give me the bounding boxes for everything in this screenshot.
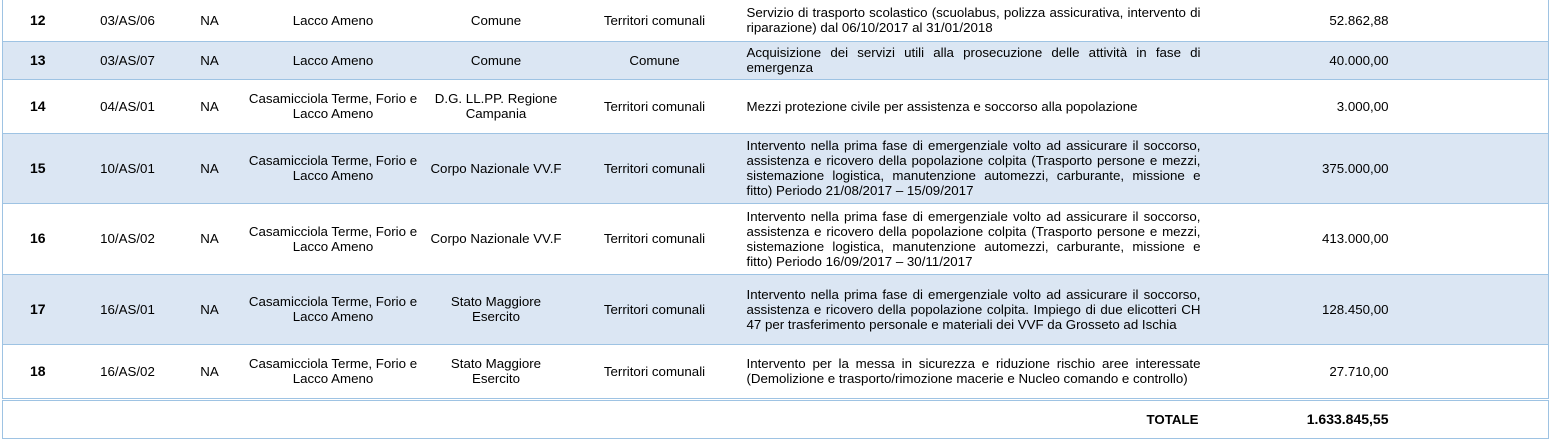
total-value: 1.633.845,55 (1209, 399, 1399, 438)
row-blank-cell (1399, 274, 1549, 344)
row-blank-cell (1399, 79, 1549, 133)
row-entity: Comune (430, 0, 563, 41)
table-row (3, 0, 1549, 41)
row-scope: Comune (563, 41, 747, 79)
row-province: NA (183, 79, 237, 133)
row-blank-cell (1399, 133, 1549, 203)
row-amount: 27.710,00 (1209, 344, 1399, 399)
row-amount: 40.000,00 (1209, 41, 1399, 79)
row-municipalities: Casamicciola Terme, Forio e Lacco Ameno (237, 79, 430, 133)
row-scope: Territori comunali (563, 133, 747, 203)
expenditure-table (2, 0, 1549, 439)
table-row (3, 344, 1549, 399)
row-scope: Territori comunali (563, 344, 747, 399)
row-province: NA (183, 274, 237, 344)
row-entity: Stato Maggiore Esercito (430, 274, 563, 344)
row-province: NA (183, 41, 237, 79)
row-municipalities: Casamicciola Terme, Forio e Lacco Ameno (237, 203, 430, 274)
row-amount: 52.862,88 (1209, 0, 1399, 41)
row-description: Intervento nella prima fase di emergenziale volto ad assicurare il soccorso, assistenza e ricovero della popolazione colpita (Trasporto persone e mezzi, sistemazione logistica, manutenzione automezzi, carburante, missione e fitto) Periodo 21/08/2017 – 15/09/2017 (747, 133, 1209, 203)
row-code: 10/AS/02 (73, 203, 183, 274)
total-blank-cell (1399, 399, 1549, 438)
total-spacer (3, 399, 747, 438)
table-row (3, 274, 1549, 344)
total-label: TOTALE (747, 399, 1209, 438)
row-amount: 375.000,00 (1209, 133, 1399, 203)
row-municipalities: Casamicciola Terme, Forio e Lacco Ameno (237, 133, 430, 203)
row-province: NA (183, 203, 237, 274)
row-scope: Territori comunali (563, 203, 747, 274)
row-municipalities: Casamicciola Terme, Forio e Lacco Ameno (237, 274, 430, 344)
row-code: 04/AS/01 (73, 79, 183, 133)
table-row (3, 133, 1549, 203)
row-number: 15 (3, 133, 73, 203)
row-blank-cell (1399, 203, 1549, 274)
table-row (3, 203, 1549, 274)
row-code: 03/AS/06 (73, 0, 183, 41)
row-municipalities: Lacco Ameno (237, 0, 430, 41)
row-blank-cell (1399, 41, 1549, 79)
row-entity: Corpo Nazionale VV.F (430, 203, 563, 274)
row-number: 18 (3, 344, 73, 399)
row-province: NA (183, 0, 237, 41)
row-entity: Comune (430, 41, 563, 79)
row-description: Intervento per la messa in sicurezza e riduzione rischio aree interessate (Demolizione e trasporto/rimozione macerie e Nucleo comando e controllo) (747, 344, 1209, 399)
row-scope: Territori comunali (563, 0, 747, 41)
row-amount: 413.000,00 (1209, 203, 1399, 274)
total-row (3, 399, 1549, 438)
row-number: 13 (3, 41, 73, 79)
row-code: 10/AS/01 (73, 133, 183, 203)
row-description: Servizio di trasporto scolastico (scuolabus, polizza assicurativa, intervento di riparazione) dal 06/10/2017 al 31/01/2018 (747, 0, 1209, 41)
row-province: NA (183, 344, 237, 399)
row-scope: Territori comunali (563, 79, 747, 133)
row-entity: Stato Maggiore Esercito (430, 344, 563, 399)
row-number: 17 (3, 274, 73, 344)
row-number: 12 (3, 0, 73, 41)
row-number: 16 (3, 203, 73, 274)
row-amount: 3.000,00 (1209, 79, 1399, 133)
row-entity: D.G. LL.PP. Regione Campania (430, 79, 563, 133)
row-amount: 128.450,00 (1209, 274, 1399, 344)
table-row (3, 79, 1549, 133)
row-blank-cell (1399, 0, 1549, 41)
row-entity: Corpo Nazionale VV.F (430, 133, 563, 203)
row-code: 03/AS/07 (73, 41, 183, 79)
row-description: Intervento nella prima fase di emergenziale volto ad assicurare il soccorso, assistenza e ricovero della popolazione colpita. Impiego di due elicotteri CH 47 per trasferimento personale e materiali dei VVF da Grosseto ad Ischia (747, 274, 1209, 344)
row-description: Acquisizione dei servizi utili alla prosecuzione delle attività in fase di emergenza (747, 41, 1209, 79)
row-blank-cell (1399, 344, 1549, 399)
row-description: Mezzi protezione civile per assistenza e soccorso alla popolazione (747, 79, 1209, 133)
row-province: NA (183, 133, 237, 203)
row-municipalities: Lacco Ameno (237, 41, 430, 79)
row-code: 16/AS/01 (73, 274, 183, 344)
row-scope: Territori comunali (563, 274, 747, 344)
row-code: 16/AS/02 (73, 344, 183, 399)
row-description: Intervento nella prima fase di emergenziale volto ad assicurare il soccorso, assistenza e ricovero della popolazione colpita (Trasporto persone e mezzi, sistemazione logistica, manutenzione automezzi, carburante, missione e fitto) Periodo 16/09/2017 – 30/11/2017 (747, 203, 1209, 274)
row-municipalities: Casamicciola Terme, Forio e Lacco Ameno (237, 344, 430, 399)
row-number: 14 (3, 79, 73, 133)
table-row (3, 41, 1549, 79)
